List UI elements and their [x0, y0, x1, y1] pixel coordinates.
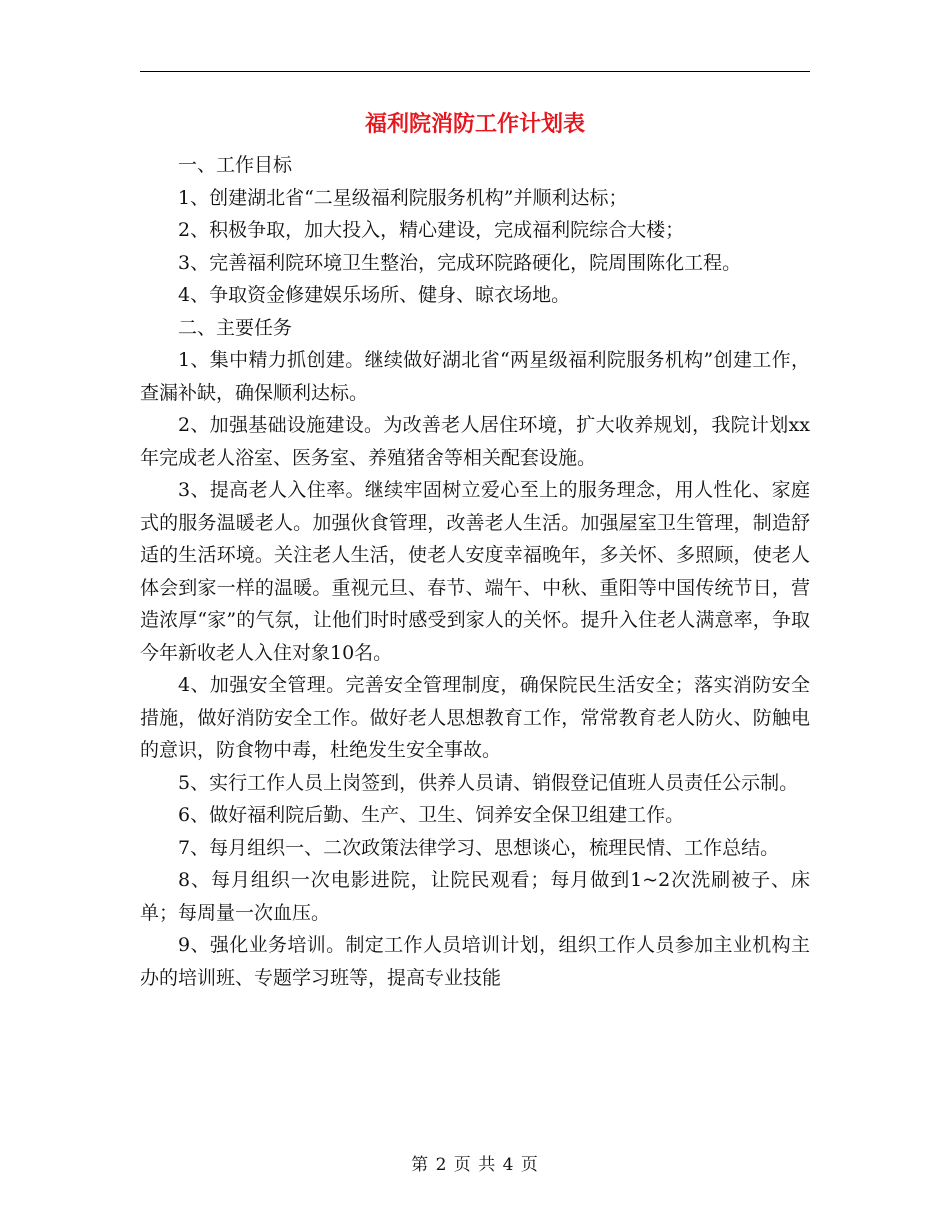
goal-item-2: 2、积极争取，加大投入，精心建设，完成福利院综合大楼； — [178, 219, 685, 241]
goal-item-4: 4、争取资金修建娱乐场所、健身、晾衣场地。 — [178, 284, 571, 306]
task-item-4: 4、加强安全管理。完善安全管理制度，确保院民生活安全；落实消防安全措施，做好消防安全工作。做好老人思想教育工作，常常教育老人防火、防触电的意识，防食物中毒，杜绝发生安全事故。 — [140, 674, 810, 761]
task-item-2: 2、加强基础设施建设。为改善老人居住环境，扩大收养规划，我院计划xx年完成老人浴室、医务室、养殖猪舍等相关配套设施。 — [140, 414, 810, 469]
task-item-8: 8、每月组织一次电影进院，让院民观看；每月做到1~2次洗刷被子、床单；每周量一次血压。 — [140, 869, 810, 924]
header-rule — [140, 71, 810, 72]
section-heading-tasks: 二、主要任务 — [178, 316, 293, 339]
document-title: 福利院消防工作计划表 — [364, 111, 585, 137]
goal-item-1: 1、创建湖北省“二星级福利院服务机构”并顺利达标； — [178, 186, 628, 209]
task-item-9: 9、强化业务培训。制定工作人员培训计划，组织工作人员参加主业机构主办的培训班、专题学习班等，提高专业技能 — [140, 934, 810, 989]
task-item-6: 6、做好福利院后勤、生产、卫生、饲养安全保卫组建工作。 — [178, 804, 685, 826]
task-item-7: 7、每月组织一、二次政策法律学习、思想谈心，梳理民情、工作总结。 — [178, 836, 780, 859]
page-number-footer: 第 2 页 共 4 页 — [411, 1155, 539, 1175]
goal-item-3: 3、完善福利院环境卫生整治，完成环院路硬化，院周围陈化工程。 — [178, 251, 742, 274]
task-item-1: 1、集中精力抓创建。继续做好湖北省“两星级福利院服务机构”创建工作，查漏补缺，确保顺利达标。 — [140, 349, 810, 404]
task-item-5: 5、实行工作人员上岗签到，供养人员请、销假登记值班人员责任公示制。 — [178, 771, 799, 794]
task-item-3: 3、提高老人入住率。继续牢固树立爱心至上的服务理念，用人性化、家庭式的服务温暖老人。加强伙食管理，改善老人生活。加强屋室卫生管理，制造舒适的生活环境。关注老人生活，使老人安度幸福晚年，多关怀、多照顾，使老人体会到家一样的温暖。重视元旦、春节、端午、中秋、重阳等中国传统节日，营造浓厚“家”的气氛，让他们时时感受到家人的关怀。提升入住老人满意率，争取今年新收老人入住对象10名。 — [140, 479, 810, 664]
document-body — [140, 149, 810, 994]
section-heading-goals: 一、工作目标 — [178, 154, 293, 176]
